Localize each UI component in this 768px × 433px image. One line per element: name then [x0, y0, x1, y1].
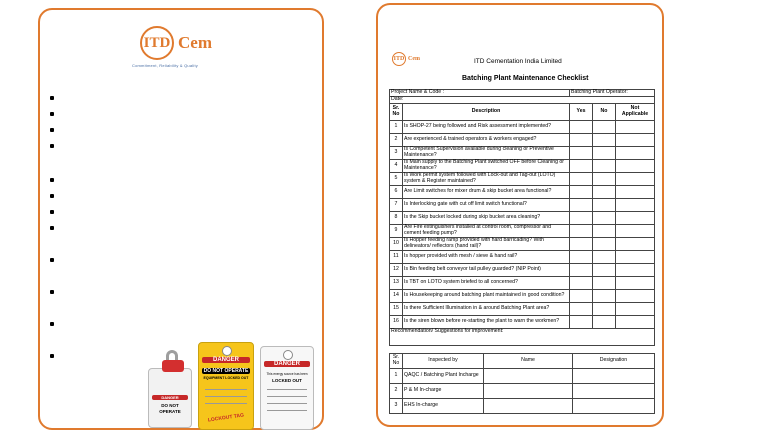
signatory-role: EHS In-charge	[403, 399, 484, 414]
company-logo	[140, 26, 212, 60]
item-description: Is Competent Supervision available during cleaning or Preventive Maintenance?	[403, 147, 570, 160]
date-row	[390, 97, 655, 104]
item-description: Is TBT on LOTO system briefed to all concerned?	[403, 277, 570, 290]
yes-cell[interactable]	[570, 264, 593, 277]
item-number: 12	[390, 264, 403, 277]
item-number: 4	[390, 160, 403, 173]
item-description: Is Work permit system followed with Lock-out and Tag-out (LOTO) system & Register maintained?	[403, 173, 570, 186]
no-cell[interactable]	[593, 238, 616, 251]
date-label: Date:	[390, 97, 655, 104]
not-applicable-cell[interactable]	[616, 212, 655, 225]
checklist-row	[390, 264, 655, 277]
company-name: ITD Cementation India Limited	[474, 58, 562, 65]
item-description: Is the siren blown before re-starting the plant to warn the workmen?	[403, 316, 570, 329]
bullet-point	[50, 178, 54, 182]
not-applicable-cell[interactable]	[616, 173, 655, 186]
yes-cell[interactable]	[570, 225, 593, 238]
header-not-applicable: Not Applicable	[616, 104, 655, 121]
padlock-icon	[160, 350, 186, 372]
item-number: 11	[390, 251, 403, 264]
signatory-number: 2	[390, 384, 403, 399]
recommendation-row	[390, 329, 655, 346]
signatory-number: 1	[390, 369, 403, 384]
doc-company-logo	[392, 52, 420, 66]
tag-text-line: This energy source has been	[266, 372, 308, 376]
item-number: 14	[390, 290, 403, 303]
not-applicable-cell[interactable]	[616, 199, 655, 212]
checklist-row	[390, 134, 655, 147]
no-cell[interactable]	[593, 225, 616, 238]
table-header	[390, 104, 655, 121]
item-description: Is SHOP-27 being followed and Risk assessment implemented?	[403, 121, 570, 134]
yes-cell[interactable]	[570, 134, 593, 147]
item-number: 2	[390, 134, 403, 147]
signatory-designation-cell[interactable]	[573, 369, 655, 384]
signatory-number: 3	[390, 399, 403, 414]
itd-logo-mark: ITD	[392, 52, 406, 66]
signatory-role: QAQC / Batching Plant Incharge	[403, 369, 484, 384]
bullet-point	[50, 194, 54, 198]
bullet-point	[50, 144, 54, 148]
not-applicable-cell[interactable]	[616, 303, 655, 316]
checklist-row	[390, 316, 655, 329]
yes-cell[interactable]	[570, 160, 593, 173]
not-applicable-cell[interactable]	[616, 160, 655, 173]
no-cell[interactable]	[593, 173, 616, 186]
not-applicable-cell[interactable]	[616, 264, 655, 277]
no-cell[interactable]	[593, 121, 616, 134]
danger-header: DANGER	[264, 361, 310, 367]
danger-header: DANGER	[202, 357, 250, 363]
checklist-slide-card	[376, 3, 664, 427]
lockout-tag-yellow	[198, 342, 254, 430]
bullet-point	[50, 354, 54, 358]
signatory-name-cell[interactable]	[484, 399, 573, 414]
not-applicable-cell[interactable]	[616, 225, 655, 238]
yes-cell[interactable]	[570, 238, 593, 251]
checklist-items	[390, 121, 655, 329]
item-number: 9	[390, 225, 403, 238]
signatory-name-cell[interactable]	[484, 369, 573, 384]
checklist-row	[390, 160, 655, 173]
bullet-point	[50, 112, 54, 116]
lockout-tag-small	[148, 368, 192, 428]
item-number: 16	[390, 316, 403, 329]
signatory-table	[389, 353, 655, 414]
signatory-name-cell[interactable]	[484, 384, 573, 399]
not-applicable-cell[interactable]	[616, 316, 655, 329]
yes-cell[interactable]	[570, 199, 593, 212]
no-cell[interactable]	[593, 199, 616, 212]
not-applicable-cell[interactable]	[616, 121, 655, 134]
header-sr-no: Sr. No	[390, 104, 403, 121]
yes-cell[interactable]	[570, 303, 593, 316]
not-applicable-cell[interactable]	[616, 238, 655, 251]
tag-text-line: DO NOT OPERATE	[203, 368, 249, 374]
checklist-row	[390, 303, 655, 316]
project-row	[390, 90, 655, 97]
bullet-point	[50, 210, 54, 214]
left-slide-card	[38, 8, 324, 430]
yes-cell[interactable]	[570, 277, 593, 290]
bullet-point	[50, 322, 54, 326]
item-number: 13	[390, 277, 403, 290]
no-cell[interactable]	[593, 316, 616, 329]
logo-text: Cem	[408, 56, 420, 62]
checklist-row	[390, 290, 655, 303]
signatory-designation-cell[interactable]	[573, 384, 655, 399]
item-number: 1	[390, 121, 403, 134]
yes-cell[interactable]	[570, 147, 593, 160]
signatory-row	[390, 369, 655, 384]
itd-logo-mark: ITD	[140, 26, 174, 60]
lockout-tag-white	[260, 346, 314, 430]
header-yes: Yes	[570, 104, 593, 121]
signatory-header	[390, 354, 655, 369]
checklist-table	[389, 89, 655, 346]
item-description: Are experienced & trained operators & workers engaged?	[403, 134, 570, 147]
checklist-row	[390, 251, 655, 264]
checklist-row	[390, 225, 655, 238]
item-description: Are Fire extinguishers installed at control room, compressor and cement feeding pump?	[403, 225, 570, 238]
not-applicable-cell[interactable]	[616, 186, 655, 199]
recommendation-label: Recommendation/ Suggestions for improvement:	[390, 329, 655, 346]
header-description: Description	[403, 104, 570, 121]
no-cell[interactable]	[593, 160, 616, 173]
bullet-point	[50, 128, 54, 132]
yes-cell[interactable]	[570, 186, 593, 199]
checklist-row	[390, 199, 655, 212]
no-cell[interactable]	[593, 290, 616, 303]
no-cell[interactable]	[593, 277, 616, 290]
checklist-row	[390, 212, 655, 225]
header-designation: Designation	[573, 354, 655, 369]
signatory-rows	[390, 369, 655, 414]
yes-cell[interactable]	[570, 212, 593, 225]
item-number: 8	[390, 212, 403, 225]
yes-cell[interactable]	[570, 316, 593, 329]
item-number: 15	[390, 303, 403, 316]
item-description: Is the Skip bucket locked during skip bucket area cleaning?	[403, 212, 570, 225]
bullet-point	[50, 258, 54, 262]
item-number: 6	[390, 186, 403, 199]
bullet-point	[50, 96, 54, 100]
not-applicable-cell[interactable]	[616, 147, 655, 160]
project-label: Project Name & Code :	[390, 90, 570, 97]
no-cell[interactable]	[593, 251, 616, 264]
header-inspected-by: Inspected by	[403, 354, 484, 369]
item-description: Is Interlocking gate with cut off limit switch functional?	[403, 199, 570, 212]
yes-cell[interactable]	[570, 173, 593, 186]
checklist-row	[390, 238, 655, 251]
item-description: Is Bin feeding belt conveyor tail pulley guarded? (NIP Point)	[403, 264, 570, 277]
header-sr-no: Sr. No	[390, 354, 403, 369]
item-description: Is Housekeeping around batching plant maintained in good condition?	[403, 290, 570, 303]
signatory-row	[390, 399, 655, 414]
item-number: 5	[390, 173, 403, 186]
item-description: Are Limit switches for mixer drum & skip bucket area functional?	[403, 186, 570, 199]
item-number: 7	[390, 199, 403, 212]
checklist-row	[390, 121, 655, 134]
no-cell[interactable]	[593, 147, 616, 160]
header-name: Name	[484, 354, 573, 369]
bullet-point	[50, 226, 54, 230]
no-cell[interactable]	[593, 186, 616, 199]
checklist-row	[390, 147, 655, 160]
tag-text-line: DO NOT	[161, 403, 179, 408]
yes-cell[interactable]	[570, 121, 593, 134]
item-number: 10	[390, 238, 403, 251]
operator-label: Batching Plant Operator:	[570, 90, 655, 97]
tag-text-line: OPERATE	[159, 409, 181, 414]
not-applicable-cell[interactable]	[616, 290, 655, 303]
checklist-row	[390, 173, 655, 186]
signatory-row	[390, 384, 655, 399]
not-applicable-cell[interactable]	[616, 134, 655, 147]
item-description: Is Main supply to the Batching Plant switched OFF before Cleaning or Maintenance?	[403, 160, 570, 173]
no-cell[interactable]	[593, 264, 616, 277]
not-applicable-cell[interactable]	[616, 277, 655, 290]
not-applicable-cell[interactable]	[616, 251, 655, 264]
item-number: 3	[390, 147, 403, 160]
item-description: Is Hopper feeding ramp provided with hard barricading? With delineators/ reflectors (hand rail)?	[403, 238, 570, 251]
lockout-tags-image	[146, 342, 316, 430]
logo-text: Cem	[178, 33, 212, 52]
danger-header: DANGER	[152, 395, 188, 400]
tagline: Commitment, Reliability & Quality	[132, 63, 198, 68]
checklist-row	[390, 277, 655, 290]
signatory-role: P & M In-charge	[403, 384, 484, 399]
signatory-designation-cell[interactable]	[573, 399, 655, 414]
item-description: Is hopper provided with mesh / sieve & hand rail?	[403, 251, 570, 264]
tag-text-line: EQUIPMENT LOCKED OUT	[203, 376, 249, 380]
yes-cell[interactable]	[570, 251, 593, 264]
document-title: Batching Plant Maintenance Checklist	[462, 75, 589, 82]
checklist-row	[390, 186, 655, 199]
item-description: Is there Sufficient Illumination in & around Batching Plant area?	[403, 303, 570, 316]
no-cell[interactable]	[593, 212, 616, 225]
yes-cell[interactable]	[570, 290, 593, 303]
bullet-point	[50, 290, 54, 294]
no-cell[interactable]	[593, 134, 616, 147]
tag-footer: LOCKOUT TAG	[207, 412, 245, 424]
no-cell[interactable]	[593, 303, 616, 316]
tag-text-line: LOCKED OUT	[272, 378, 302, 383]
header-no: No	[593, 104, 616, 121]
